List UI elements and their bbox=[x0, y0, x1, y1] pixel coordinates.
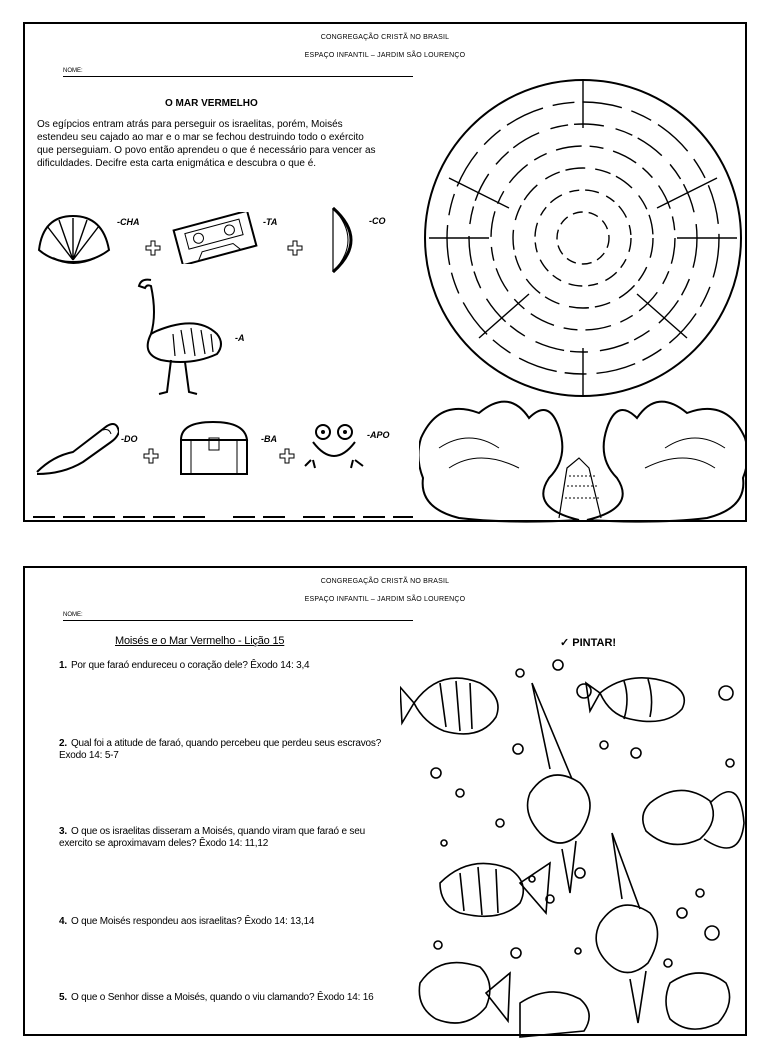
syllable-a: -A bbox=[235, 333, 245, 343]
fish-coloring-illustration[interactable] bbox=[400, 653, 745, 1038]
answer-blanks[interactable] bbox=[33, 514, 413, 520]
header-school: ESPAÇO INFANTIL – JARDIM SÃO LOURENÇO bbox=[304, 596, 466, 603]
syllable-co: -CO bbox=[369, 216, 386, 226]
name-field[interactable]: NOME: bbox=[63, 612, 413, 621]
question-2: 2. Qual foi a atitude de faraó, quando percebeu que perdeu seus escravos? Exodo 14: 5-7 bbox=[59, 738, 382, 761]
finger-icon bbox=[33, 416, 119, 476]
shell-icon bbox=[33, 210, 113, 266]
header-congregation: CONGREGAÇÃO CRISTÃ NO BRASIL bbox=[320, 34, 450, 41]
page-title: O MAR VERMELHO bbox=[165, 98, 258, 109]
syllable-ta: -TA bbox=[263, 217, 278, 227]
plus-icon bbox=[287, 240, 303, 256]
paint-instruction: ✓ PINTAR! bbox=[560, 637, 617, 649]
question-1: 1. Por que faraó endureceu o coração dele? Êxodo 14: 3,4 bbox=[59, 660, 310, 671]
worksheet-lesson-15 bbox=[23, 566, 747, 1036]
lesson-title: Moisés e o Mar Vermelho - Lição 15 bbox=[115, 635, 285, 647]
frog-icon bbox=[301, 420, 367, 470]
ostrich-icon bbox=[121, 274, 231, 400]
name-field[interactable]: NOME: bbox=[63, 68, 413, 77]
maze-illustration[interactable] bbox=[419, 68, 747, 524]
plus-icon bbox=[145, 240, 161, 256]
treasure-chest-icon bbox=[173, 416, 255, 480]
cassette-tape-icon bbox=[171, 212, 259, 264]
intro-paragraph: Os egípcios entram atrás para perseguir os israelitas, porém, Moisés estendeu seu cajado ao mar e o mar se fechou destruindo todo o exército que perseguiam. O povo então aprendeu o que é necessário para vencer as dificuldades. Decifre esta carta enigmática e descubra o que é. bbox=[37, 119, 376, 169]
bow-icon bbox=[325, 204, 371, 276]
question-3: 3. O que os israelitas disseram a Moisés, quando viram que faraó e seu exercito se aproximavam deles? Êxodo 14: 11,12 bbox=[59, 826, 365, 849]
plus-icon bbox=[279, 448, 295, 464]
question-4: 4. O que Moisés respondeu aos israelitas? Êxodo 14: 13,14 bbox=[59, 916, 315, 927]
syllable-do: -DO bbox=[121, 434, 138, 444]
question-5: 5. O que o Senhor disse a Moisés, quando o viu clamando? Êxodo 14: 16 bbox=[59, 992, 374, 1003]
syllable-cha: -CHA bbox=[117, 217, 140, 227]
worksheet-red-sea-maze bbox=[23, 22, 747, 522]
header-congregation: CONGREGAÇÃO CRISTÃ NO BRASIL bbox=[320, 578, 450, 585]
syllable-ba: -BA bbox=[261, 434, 277, 444]
syllable-apo: -APO bbox=[367, 430, 390, 440]
header-school: ESPAÇO INFANTIL – JARDIM SÃO LOURENÇO bbox=[304, 52, 466, 59]
plus-icon bbox=[143, 448, 159, 464]
